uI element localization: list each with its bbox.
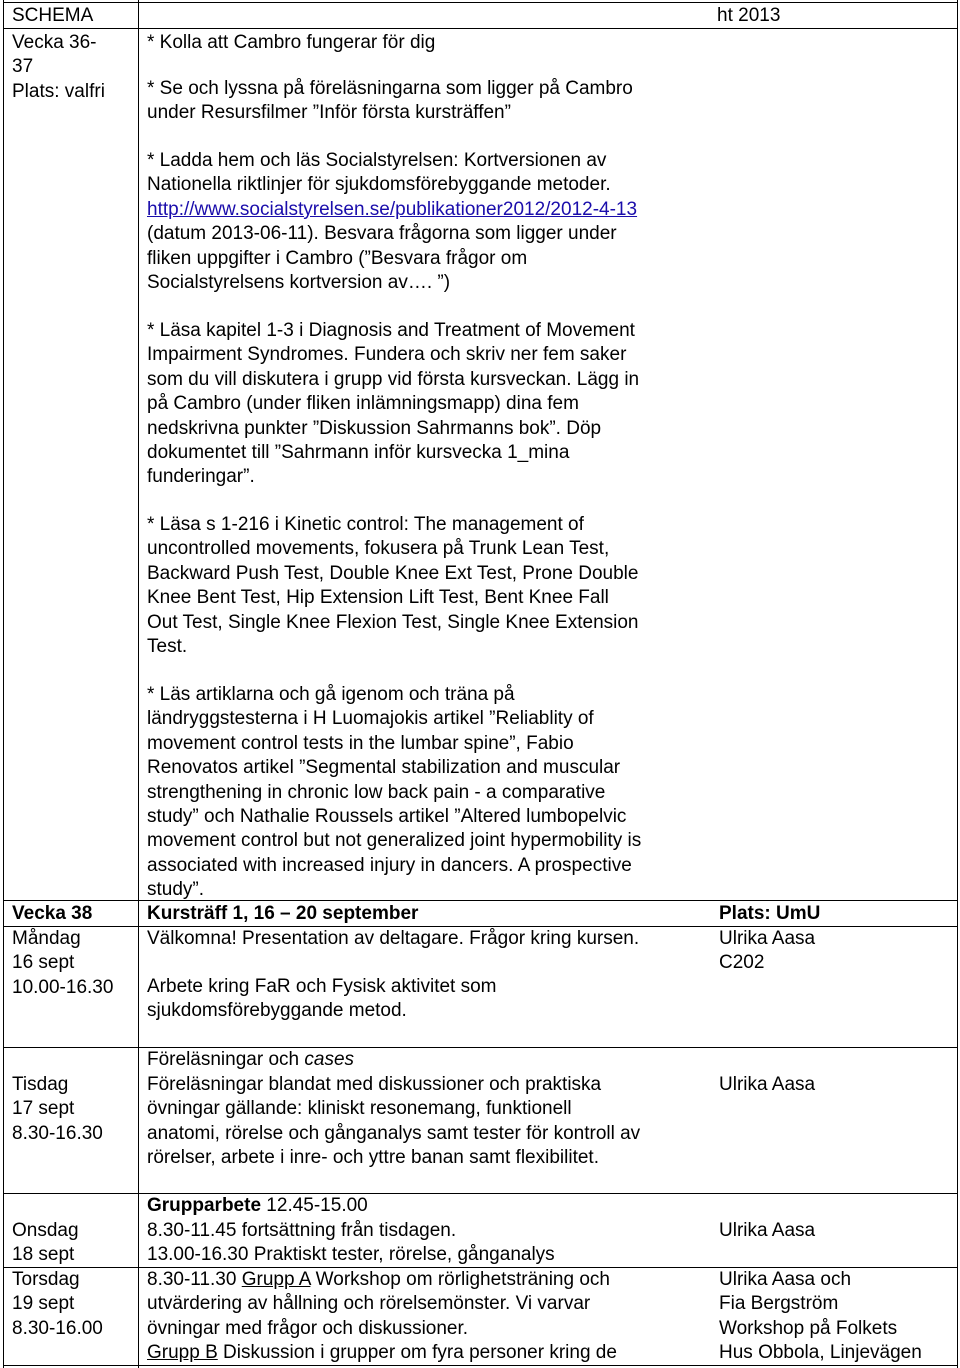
task-line: movement control but not generalized joint hypermobility is — [147, 830, 642, 852]
teacher-name: Ulrika Aasa och — [719, 1269, 852, 1290]
place-label: Plats: valfri — [12, 80, 105, 102]
column-divider — [138, 0, 139, 1368]
task-line: som du vill diskutera i grupp vid första kursveckan. Lägg in — [147, 368, 640, 390]
task-line: funderingar”. — [147, 466, 255, 488]
top-border — [3, 2, 957, 3]
monday-day-cell — [12, 927, 113, 1000]
week-label-cont: 37 — [12, 56, 34, 78]
task-line — [147, 1268, 617, 1292]
task-line: utvärdering av hållning och rörelsemönster. Vi varvar — [147, 1293, 591, 1315]
day-name: Onsdag — [12, 1220, 79, 1241]
task-line: (datum 2013-06-11). Besvara frågorna som ligger under — [147, 223, 617, 245]
left-border — [3, 0, 4, 1368]
task-line: * Se och lyssna på föreläsningarna som ligger på Cambro — [147, 78, 633, 99]
group-a-label: Grupp A — [241, 1269, 311, 1290]
day-name: Måndag — [12, 928, 81, 949]
task-cambro — [147, 31, 435, 55]
task-line: Arbete kring FaR och Fysisk aktivitet som — [147, 976, 497, 997]
heading-text: Föreläsningar och — [147, 1049, 305, 1070]
task-articles — [147, 683, 641, 903]
monday-far — [147, 975, 497, 1024]
week38-top-divider — [3, 900, 957, 901]
day-time: 8.30-16.30 — [12, 1122, 103, 1144]
wednesday-description — [147, 1219, 555, 1268]
task-line: 8.30-11.45 fortsättning från tisdagen. — [147, 1220, 457, 1241]
thursday-teacher-cell — [719, 1268, 922, 1366]
thursday-description — [147, 1268, 617, 1366]
task-line: Knee Bent Test, Hip Extension Lift Test, Bent Knee Fall — [147, 587, 609, 609]
task-line: Nationella riktlinjer för sjukdomsförebyggande metoder. — [147, 174, 611, 196]
group-b-label: Grupp B — [147, 1342, 218, 1364]
task-line: study”. — [147, 879, 205, 901]
task-line: Socialstyrelsens kortversion av…. ”) — [147, 272, 451, 294]
week38-place: Plats: UmU — [719, 903, 821, 924]
day-date: 19 sept — [12, 1293, 75, 1315]
wednesday-day-cell — [12, 1219, 79, 1268]
task-line: övningar med frågor och diskussioner. — [147, 1317, 469, 1339]
task-kinetic-control — [147, 513, 639, 659]
task-line: Out Test, Single Knee Flexion Test, Single Knee Extension — [147, 611, 639, 633]
task-line — [147, 1341, 617, 1365]
task-line: dokumentet till ”Sahrmann inför kursvecka 1_mina — [147, 442, 570, 464]
task-line: övningar gällande: kliniskt resonemang, funktionell — [147, 1098, 572, 1120]
task-line: under Resursfilmer ”Inför första kursträffen” — [147, 102, 511, 124]
header-divider — [3, 28, 957, 29]
task-line: anatomi, rörelse och gånganalys samt tester för kontroll av — [147, 1122, 641, 1144]
task-line: Renovatos artikel ”Segmental stabilization and muscular — [147, 757, 621, 779]
workshop-address: Hus Obbola, Linjevägen — [719, 1342, 922, 1364]
day-name: Tisdag — [12, 1074, 69, 1095]
task-line: study” och Nathalie Roussels artikel ”Altered lumbopelvic — [147, 806, 627, 828]
task-line: fliken uppgifter i Cambro (”Besvara frågor om — [147, 247, 528, 269]
heading-italic-text: cases — [304, 1049, 355, 1070]
week-36-37-cell — [12, 31, 105, 104]
task-line: Backward Push Test, Double Knee Ext Test, Prone Double — [147, 562, 639, 584]
task-line: ländryggstesterna i H Luomajokis artikel ”Reliablity of — [147, 708, 594, 730]
task-socialstyrelsen — [147, 149, 637, 295]
week-label: Vecka 36- — [12, 32, 97, 53]
day-date: 17 sept — [12, 1098, 75, 1120]
term-label: ht 2013 — [717, 5, 781, 26]
wednesday-teacher: Ulrika Aasa — [719, 1220, 816, 1241]
teacher-name: Ulrika Aasa — [719, 928, 816, 949]
monday-teacher-cell — [719, 927, 815, 976]
day-time: 10.00-16.30 — [12, 976, 114, 998]
tuesday-description — [147, 1073, 640, 1171]
task-lectures — [147, 77, 633, 126]
group-work-time: 12.45-15.00 — [261, 1195, 368, 1216]
day-date: 18 sept — [12, 1244, 75, 1266]
workshop-location: Workshop på Folkets — [719, 1317, 898, 1339]
time-text: 8.30-11.30 — [147, 1269, 242, 1290]
task-line: Impairment Syndromes. Fundera och skriv ner fem saker — [147, 344, 627, 366]
group-work-label: Grupparbete — [147, 1195, 262, 1216]
task-line: uncontrolled movements, fokusera på Trunk Lean Test, — [147, 538, 610, 560]
week38-label: Vecka 38 — [12, 903, 93, 924]
task-line: nedskrivna punkter ”Diskussion Sahrmanns bok”. Döp — [147, 417, 602, 439]
task-line: * Läsa s 1-216 i Kinetic control: The management of — [147, 514, 584, 535]
teacher-name: Fia Bergström — [719, 1293, 839, 1315]
group-work-heading — [147, 1194, 368, 1218]
tuesday-teacher: Ulrika Aasa — [719, 1074, 816, 1095]
task-line: * Kolla att Cambro fungerar för dig — [147, 32, 436, 53]
room-label: C202 — [719, 952, 765, 974]
workshop-text: Workshop om rörlighetsträning och — [310, 1269, 610, 1290]
task-line: Föreläsningar blandat med diskussioner och praktiska — [147, 1074, 602, 1095]
thursday-day-cell — [12, 1268, 103, 1341]
day-name: Torsdag — [12, 1269, 80, 1290]
task-line: * Läsa kapitel 1-3 i Diagnosis and Treatment of Movement — [147, 320, 635, 341]
day-time: 8.30-16.00 — [12, 1317, 103, 1339]
task-line: associated with increased injury in dancers. A prospective — [147, 854, 632, 876]
task-line: Test. — [147, 636, 188, 658]
task-line: * Ladda hem och läs Socialstyrelsen: Kortversionen av — [147, 150, 607, 171]
task-line: * Läs artiklarna och gå igenom och träna på — [147, 684, 515, 705]
schema-title: SCHEMA — [12, 5, 94, 26]
task-line: movement control tests in the lumbar spine”, Fabio — [147, 732, 574, 754]
week38-title: Kursträff 1, 16 – 20 september — [147, 903, 419, 924]
tuesday-heading — [147, 1048, 354, 1072]
right-border — [957, 0, 958, 1368]
day-date: 16 sept — [12, 952, 75, 974]
task-line: på Cambro (under fliken inlämningsmapp) dina fem — [147, 393, 579, 415]
task-line: 13.00-16.30 Praktiskt tester, rörelse, gånganalys — [147, 1244, 555, 1266]
socialstyrelsen-link[interactable]: http://www.socialstyrelsen.se/publikationer2012/2012-4-13 — [147, 198, 638, 220]
monday-welcome: Välkomna! Presentation av deltagare. Frågor kring kursen. — [147, 928, 640, 949]
task-line: rörelser, arbete i inre- och yttre banan samt flexibilitet. — [147, 1147, 599, 1169]
task-line: strengthening in chronic low back pain - a comparative — [147, 781, 606, 803]
tuesday-day-cell — [12, 1073, 103, 1146]
discussion-text: Diskussion i grupper om fyra personer kring de — [217, 1342, 617, 1364]
task-sahrmann — [147, 319, 639, 490]
task-line: sjukdomsförebyggande metod. — [147, 1000, 407, 1022]
